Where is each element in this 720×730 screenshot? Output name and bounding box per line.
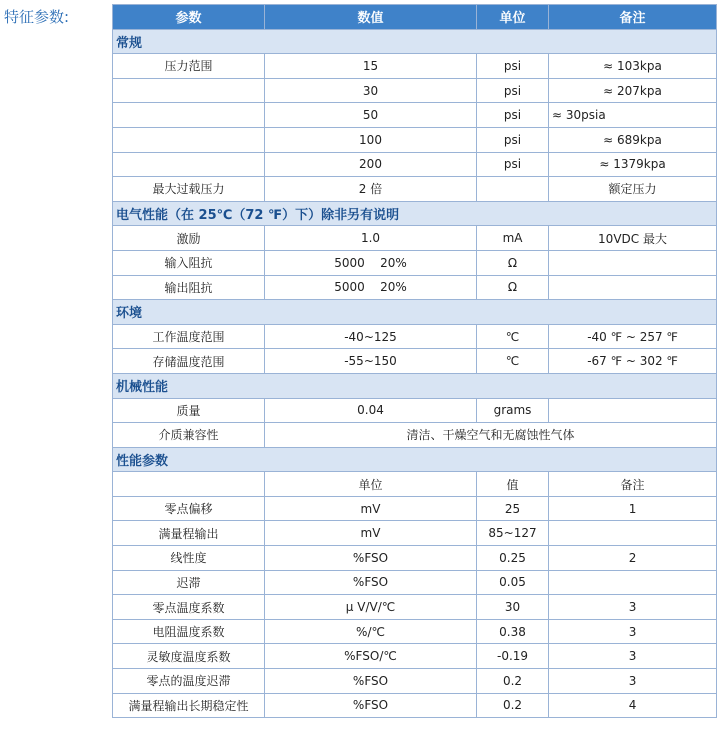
param-cell: 最大过载压力 [113, 177, 265, 202]
unit-cell: %FSO [265, 693, 477, 718]
param-cell [113, 78, 265, 103]
table-row [113, 226, 717, 251]
note-cell: 额定压力 [549, 177, 717, 202]
value-cell: 85~127 [477, 521, 549, 546]
section-row [113, 373, 717, 398]
note-cell [549, 570, 717, 595]
param-cell: 零点偏移 [113, 496, 265, 521]
unit-cell [477, 177, 549, 202]
header-param: 参数 [113, 5, 265, 30]
value-cell: 30 [477, 595, 549, 620]
param-cell: 质量 [113, 398, 265, 423]
table-row [113, 54, 717, 79]
table-row [113, 103, 717, 128]
param-cell [113, 127, 265, 152]
table-row [113, 127, 717, 152]
value-cell: 1.0 [265, 226, 477, 251]
param-cell: 迟滞 [113, 570, 265, 595]
param-cell: 存储温度范围 [113, 349, 265, 374]
value-cell: 5000 20% [265, 250, 477, 275]
param-cell: 介质兼容性 [113, 423, 265, 448]
section-row [113, 300, 717, 325]
perf-header-note: 备注 [549, 472, 717, 497]
note-cell: 2 [549, 546, 717, 571]
unit-cell: ℃ [477, 324, 549, 349]
param-cell: 激励 [113, 226, 265, 251]
section-environment: 环境 [113, 300, 717, 325]
note-cell: ≈ 103kpa [549, 54, 717, 79]
note-cell: 3 [549, 644, 717, 669]
table-row [113, 521, 717, 546]
param-cell: 线性度 [113, 546, 265, 571]
note-cell: 4 [549, 693, 717, 718]
value-cell: 0.38 [477, 619, 549, 644]
unit-cell: psi [477, 54, 549, 79]
unit-cell: Ω [477, 275, 549, 300]
param-cell: 输入阻抗 [113, 250, 265, 275]
section-general: 常规 [113, 29, 717, 54]
unit-cell: psi [477, 103, 549, 128]
value-cell: -40~125 [265, 324, 477, 349]
page-title: 特征参数: [4, 8, 70, 26]
param-cell [113, 152, 265, 177]
section-row [113, 201, 717, 226]
unit-cell: μ V/V/℃ [265, 595, 477, 620]
param-cell: 输出阻抗 [113, 275, 265, 300]
unit-cell: %FSO/℃ [265, 644, 477, 669]
value-cell: 0.25 [477, 546, 549, 571]
note-cell: 3 [549, 619, 717, 644]
unit-cell: %/℃ [265, 619, 477, 644]
param-cell: 灵敏度温度系数 [113, 644, 265, 669]
param-cell: 满量程输出长期稳定性 [113, 693, 265, 718]
table-row [113, 398, 717, 423]
value-cell: 0.2 [477, 693, 549, 718]
value-cell: 30 [265, 78, 477, 103]
perf-header-unit: 单位 [265, 472, 477, 497]
perf-header-value: 值 [477, 472, 549, 497]
note-cell [549, 275, 717, 300]
param-cell [113, 103, 265, 128]
unit-cell: %FSO [265, 669, 477, 694]
value-cell: 15 [265, 54, 477, 79]
performance-header-row [113, 472, 717, 497]
param-cell [113, 472, 265, 497]
value-cell: -0.19 [477, 644, 549, 669]
value-cell: 0.05 [477, 570, 549, 595]
note-cell: 3 [549, 595, 717, 620]
unit-cell: grams [477, 398, 549, 423]
header-unit: 单位 [477, 5, 549, 30]
unit-cell: %FSO [265, 546, 477, 571]
value-cell: 0.04 [265, 398, 477, 423]
param-cell: 零点的温度迟滞 [113, 669, 265, 694]
note-cell: ≈ 30psia [549, 103, 717, 128]
value-cell: 0.2 [477, 669, 549, 694]
section-row [113, 447, 717, 472]
note-cell: -40 ℉ ~ 257 ℉ [549, 324, 717, 349]
table-row [113, 570, 717, 595]
value-cell: 2 倍 [265, 177, 477, 202]
table-row [113, 423, 717, 448]
section-mechanical: 机械性能 [113, 373, 717, 398]
table-header-row [113, 5, 717, 30]
note-cell [549, 521, 717, 546]
value-cell: -55~150 [265, 349, 477, 374]
table-row [113, 324, 717, 349]
unit-cell: psi [477, 152, 549, 177]
value-cell: 5000 20% [265, 275, 477, 300]
param-cell: 零点温度系数 [113, 595, 265, 620]
table-row [113, 250, 717, 275]
table-row [113, 644, 717, 669]
section-row [113, 29, 717, 54]
table-row [113, 78, 717, 103]
section-electrical: 电气性能（在 25℃（72 ℉）下）除非另有说明 [113, 201, 717, 226]
note-cell: -67 ℉ ~ 302 ℉ [549, 349, 717, 374]
unit-cell: mA [477, 226, 549, 251]
param-cell: 工作温度范围 [113, 324, 265, 349]
note-cell: 1 [549, 496, 717, 521]
table-row [113, 693, 717, 718]
unit-cell: mV [265, 521, 477, 546]
value-cell: 100 [265, 127, 477, 152]
param-cell: 压力范围 [113, 54, 265, 79]
param-cell: 满量程输出 [113, 521, 265, 546]
unit-cell: psi [477, 127, 549, 152]
table-row [113, 546, 717, 571]
spec-table [112, 4, 717, 718]
note-cell: ≈ 207kpa [549, 78, 717, 103]
unit-cell: %FSO [265, 570, 477, 595]
note-cell [549, 398, 717, 423]
value-cell: 50 [265, 103, 477, 128]
value-cell: 清洁、干燥空气和无腐蚀性气体 [265, 423, 717, 448]
table-row [113, 152, 717, 177]
note-cell: 3 [549, 669, 717, 694]
note-cell: 10VDC 最大 [549, 226, 717, 251]
header-note: 备注 [549, 5, 717, 30]
table-row [113, 669, 717, 694]
note-cell: ≈ 1379kpa [549, 152, 717, 177]
header-value: 数值 [265, 5, 477, 30]
table-row [113, 595, 717, 620]
section-performance: 性能参数 [113, 447, 717, 472]
param-cell: 电阻温度系数 [113, 619, 265, 644]
table-row [113, 349, 717, 374]
unit-cell: psi [477, 78, 549, 103]
unit-cell: mV [265, 496, 477, 521]
table-row [113, 619, 717, 644]
value-cell: 25 [477, 496, 549, 521]
note-cell [549, 250, 717, 275]
table-row [113, 177, 717, 202]
value-cell: 200 [265, 152, 477, 177]
unit-cell: ℃ [477, 349, 549, 374]
table-row [113, 275, 717, 300]
table-row [113, 496, 717, 521]
unit-cell: Ω [477, 250, 549, 275]
note-cell: ≈ 689kpa [549, 127, 717, 152]
